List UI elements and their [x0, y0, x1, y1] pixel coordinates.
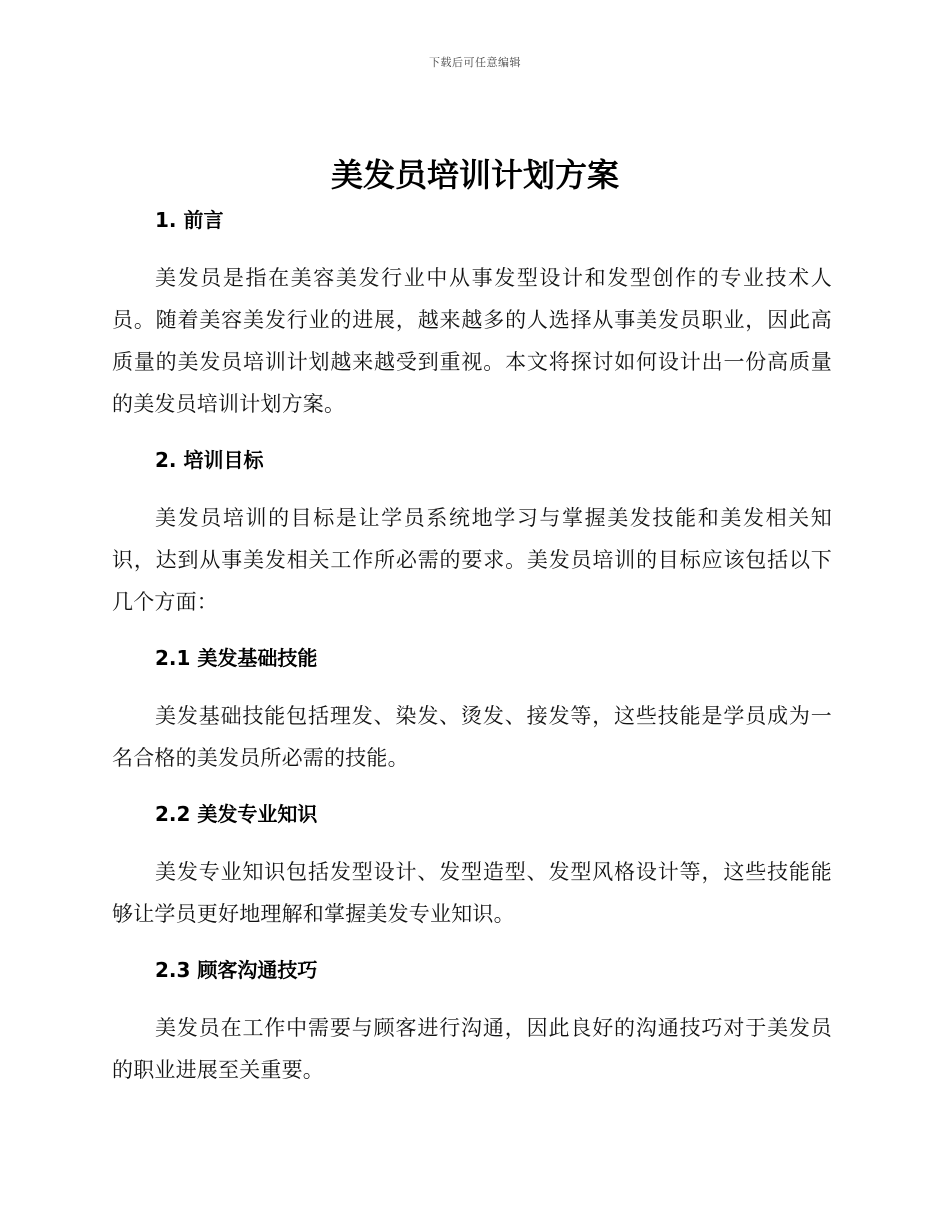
section-training-goals — [112, 445, 832, 643]
document-body — [112, 205, 832, 1091]
section-paragraph: 美发专业知识包括发型设计、发型造型、发型风格设计等，这些技能能够让学员更好地理解和掌握美发专业知识。 — [112, 860, 832, 926]
section-customer-communication — [112, 955, 832, 1091]
section-heading: 2.2 美发专业知识 — [155, 802, 318, 826]
document-title: 美发员培训计划方案 — [330, 156, 619, 194]
section-heading: 2.3 顾客沟通技巧 — [155, 958, 318, 982]
section-heading: 1. 前言 — [155, 208, 224, 232]
section-paragraph: 美发基础技能包括理发、染发、烫发、接发等，这些技能是学员成为一名合格的美发员所必需的技能。 — [112, 704, 832, 770]
section-basic-skills — [112, 643, 832, 799]
section-professional-knowledge — [112, 799, 832, 955]
page-header-note: 下载后可任意编辑 — [429, 56, 521, 69]
section-heading: 2. 培训目标 — [155, 448, 264, 472]
section-preface — [112, 205, 832, 445]
section-heading: 2.1 美发基础技能 — [155, 646, 318, 670]
section-paragraph: 美发员在工作中需要与顾客进行沟通，因此良好的沟通技巧对于美发员的职业进展至关重要。 — [112, 1016, 832, 1082]
section-paragraph: 美发员培训的目标是让学员系统地学习与掌握美发技能和美发相关知识，达到从事美发相关工作所必需的要求。美发员培训的目标应该包括以下几个方面： — [112, 506, 832, 614]
section-paragraph: 美发员是指在美容美发行业中从事发型设计和发型创作的专业技术人员。随着美容美发行业的进展，越来越多的人选择从事美发员职业，因此高质量的美发员培训计划越来越受到重视。本文将探讨如何设计出一份高质量的美发员培训计划方案。 — [112, 266, 832, 416]
